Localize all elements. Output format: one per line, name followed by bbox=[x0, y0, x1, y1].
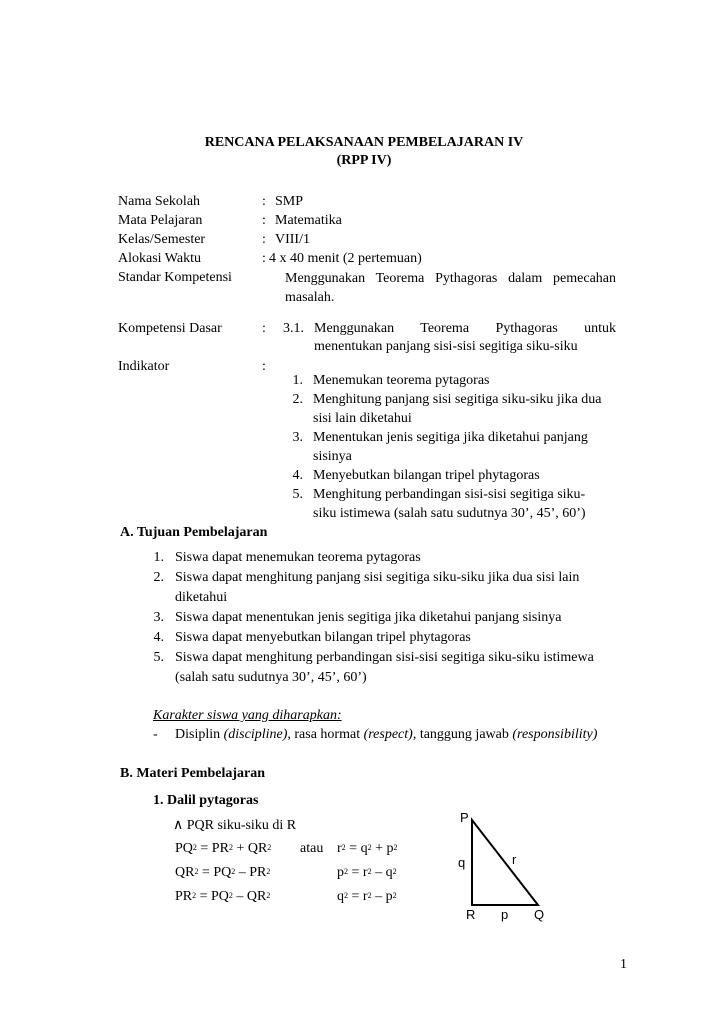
f-exp: 2 bbox=[266, 867, 271, 876]
doc-subtitle: (RPP IV) bbox=[336, 153, 392, 168]
f-exp: 2 bbox=[228, 843, 233, 852]
karakter-part: (discipline) bbox=[223, 727, 288, 742]
list-item: Siswa dapat menghitung perbandingan sisi-sisi segitiga siku-siku istimewa bbox=[175, 650, 594, 665]
f-term: PQ bbox=[175, 841, 193, 856]
f-exp: 2 bbox=[393, 843, 398, 852]
colon: : bbox=[262, 251, 266, 266]
vertex-label-q: Q bbox=[534, 907, 545, 922]
side-label-q: q bbox=[458, 855, 466, 870]
karakter-part: Disiplin bbox=[175, 727, 224, 742]
list-item-cont: diketahui bbox=[175, 590, 228, 605]
colon: : bbox=[262, 213, 266, 228]
f-term: = PQ bbox=[196, 889, 229, 904]
triangle-symbol: ∧ bbox=[173, 818, 184, 833]
formula bbox=[337, 840, 397, 858]
f-term: QR bbox=[175, 865, 195, 880]
f-exp: 2 bbox=[367, 891, 372, 900]
label-mata-pelajaran: Mata Pelajaran bbox=[118, 213, 203, 228]
formula bbox=[337, 888, 397, 906]
side-label-r: r bbox=[512, 852, 517, 867]
f-term: – q bbox=[371, 865, 393, 880]
f-term: + p bbox=[371, 841, 394, 856]
f-exp: 2 bbox=[192, 843, 197, 852]
label-kompetensi-dasar: Kompetensi Dasar bbox=[118, 321, 222, 336]
list-item-number: 2. bbox=[153, 570, 164, 585]
kd-number: 3.1. bbox=[283, 321, 304, 336]
f-exp: 2 bbox=[344, 867, 348, 876]
list-item-number: 5. bbox=[153, 650, 164, 665]
value-alokasi-waktu: 4 x 40 menit (2 pertemuan) bbox=[269, 251, 422, 266]
f-exp: 2 bbox=[367, 843, 372, 852]
formula bbox=[175, 888, 270, 906]
triangle-figure bbox=[440, 800, 580, 925]
list-item-cont: sisinya bbox=[313, 449, 352, 464]
f-term: = PR bbox=[196, 841, 229, 856]
section-b-heading: B. Materi Pembelajaran bbox=[120, 766, 266, 781]
list-item: Menemukan teorema pytagoras bbox=[313, 373, 490, 388]
side-label-p: p bbox=[501, 907, 509, 922]
triangle-note bbox=[173, 817, 296, 835]
doc-title: RENCANA PELAKSANAAN PEMBELAJARAN IV bbox=[204, 135, 524, 150]
f-term: q bbox=[337, 889, 344, 904]
colon: : bbox=[262, 232, 266, 247]
f-exp: 2 bbox=[392, 891, 397, 900]
f-exp: 2 bbox=[194, 867, 199, 876]
karakter-part: (respect) bbox=[363, 727, 413, 742]
list-item-cont: sisi lain diketahui bbox=[313, 411, 412, 426]
f-exp: 2 bbox=[341, 843, 346, 852]
f-exp: 2 bbox=[344, 891, 348, 900]
page-number: 1 bbox=[620, 957, 627, 972]
formula bbox=[175, 840, 271, 858]
f-term: = r bbox=[348, 865, 368, 880]
list-item-number: 4. bbox=[292, 468, 303, 483]
label-kelas-semester: Kelas/Semester bbox=[118, 232, 206, 247]
list-item-number: 2. bbox=[292, 392, 303, 407]
list-item: Siswa dapat menemukan teorema pytagoras bbox=[175, 550, 421, 565]
list-item: Siswa dapat menentukan jenis segitiga jika diketahui panjang sisinya bbox=[175, 610, 562, 625]
list-item-number: 3. bbox=[153, 610, 164, 625]
karakter-dash: - bbox=[153, 727, 158, 742]
label-standar-kompetensi: Standar Kompetensi bbox=[118, 270, 232, 285]
list-item: Siswa dapat menyebutkan bilangan tripel phytagoras bbox=[175, 630, 471, 645]
list-item: Menghitung perbandingan sisi-sisi segitiga siku- bbox=[313, 487, 586, 502]
list-item-number: 1. bbox=[292, 373, 303, 388]
f-term: = PQ bbox=[198, 865, 232, 880]
formula bbox=[337, 864, 397, 882]
value-nama-sekolah: SMP bbox=[275, 194, 304, 209]
f-exp: 2 bbox=[266, 891, 271, 900]
triangle-shape bbox=[472, 820, 538, 905]
f-term: – p bbox=[371, 889, 393, 904]
value-standar-kompetensi: Menggunakan Teorema Pythagoras dalam pemecahan masalah. bbox=[285, 271, 616, 305]
label-nama-sekolah: Nama Sekolah bbox=[118, 194, 201, 209]
list-item-number: 3. bbox=[292, 430, 303, 445]
list-item-cont: (salah satu sudutnya 30’, 45’, 60’) bbox=[175, 670, 367, 685]
vertex-label-p: P bbox=[460, 810, 469, 825]
f-exp: 2 bbox=[392, 867, 397, 876]
f-exp: 2 bbox=[192, 891, 197, 900]
triangle-note-text: PQR siku-siku di R bbox=[186, 818, 297, 833]
f-exp: 2 bbox=[267, 843, 272, 852]
atau-label: atau bbox=[300, 841, 324, 856]
list-item: Menentukan jenis segitiga jika diketahui panjang bbox=[313, 430, 588, 445]
karakter-text bbox=[175, 726, 597, 744]
karakter-part: , tanggung jawab bbox=[412, 727, 513, 742]
f-term: r bbox=[337, 841, 342, 856]
vertex-label-r: R bbox=[466, 907, 476, 922]
subsection-dalil: 1. Dalil pytagoras bbox=[153, 793, 259, 808]
f-exp: 2 bbox=[228, 891, 233, 900]
karakter-part: , rasa hormat bbox=[287, 727, 364, 742]
f-term: PR bbox=[175, 889, 193, 904]
karakter-part: (responsibility) bbox=[512, 727, 598, 742]
f-term: + QR bbox=[232, 841, 268, 856]
f-term: – PR bbox=[235, 865, 267, 880]
f-term: – QR bbox=[232, 889, 267, 904]
list-item: Menyebutkan bilangan tripel phytagoras bbox=[313, 468, 540, 483]
list-item-number: 4. bbox=[153, 630, 164, 645]
value-kelas-semester: VIII/1 bbox=[275, 232, 310, 247]
f-term: p bbox=[337, 865, 344, 880]
label-indikator: Indikator bbox=[118, 359, 170, 374]
f-term: = q bbox=[345, 841, 368, 856]
f-exp: 2 bbox=[367, 867, 372, 876]
colon: : bbox=[262, 359, 266, 374]
colon: : bbox=[262, 194, 266, 209]
list-item: Menghitung panjang sisi segitiga siku-siku jika dua bbox=[313, 392, 602, 407]
karakter-heading: Karakter siswa yang diharapkan: bbox=[153, 708, 342, 723]
list-item-cont: siku istimewa (salah satu sudutnya 30’, 45’, 60’) bbox=[313, 506, 586, 521]
value-mata-pelajaran: Matematika bbox=[275, 213, 342, 228]
colon: : bbox=[262, 321, 266, 336]
f-term: = r bbox=[348, 889, 368, 904]
list-item-number: 1. bbox=[153, 550, 164, 565]
kd-text: Menggunakan Teorema Pythagoras untuk menentukan panjang sisi-sisi segitiga siku-siku bbox=[314, 321, 616, 354]
f-exp: 2 bbox=[231, 867, 236, 876]
formula bbox=[175, 864, 270, 882]
section-a-heading: A. Tujuan Pembelajaran bbox=[120, 525, 268, 540]
label-alokasi-waktu: Alokasi Waktu bbox=[118, 251, 201, 266]
list-item-number: 5. bbox=[292, 487, 303, 502]
list-item: Siswa dapat menghitung panjang sisi segitiga siku-siku jika dua sisi lain bbox=[175, 570, 580, 585]
